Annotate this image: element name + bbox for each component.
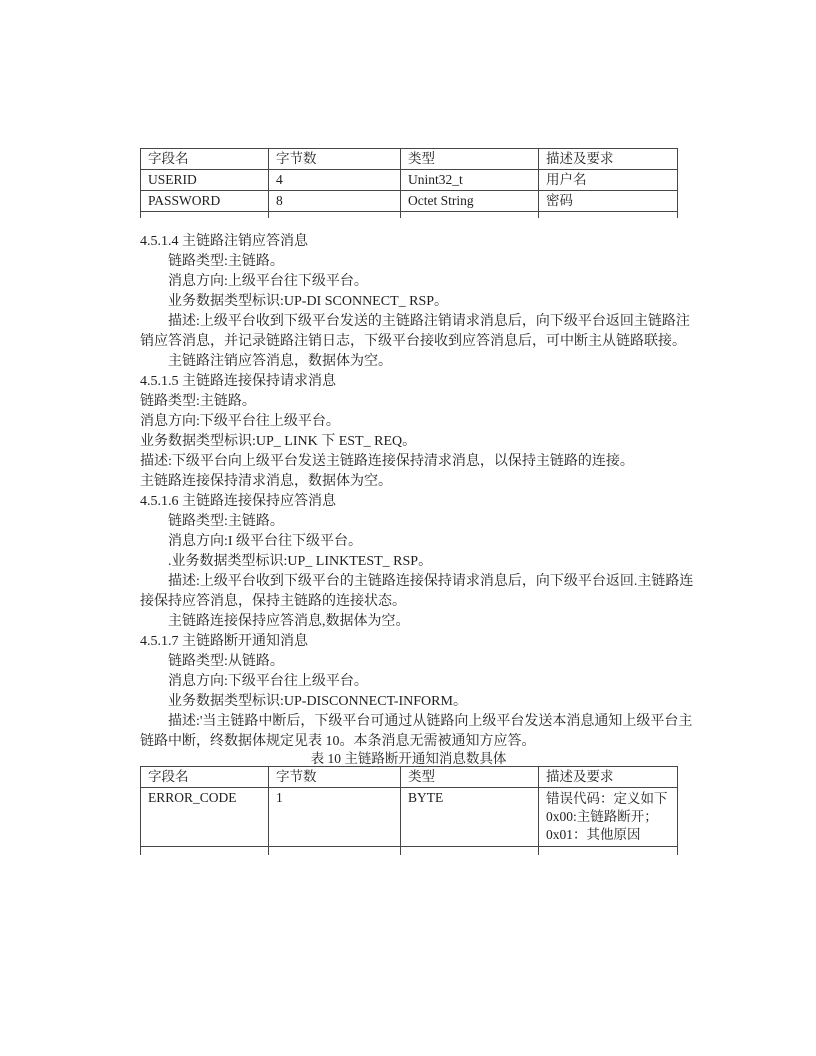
cell-description: 用户名 [539, 170, 678, 191]
body-line: 接保持应答消息，保持主链路的连接状态。 [140, 594, 406, 609]
cell-byte-count: 8 [269, 191, 401, 212]
table-header-row [141, 767, 678, 788]
column-header-byte-count: 字节数 [269, 767, 401, 788]
body-line: 业务数据类型标识:UP-DISCONNECT-INFORM。 [168, 694, 467, 709]
column-header-type: 类型 [401, 149, 539, 170]
body-line: 消息方向:I 级平台往下级平台。 [168, 534, 363, 549]
body-line: 链路类型:主链路。 [168, 254, 284, 269]
cell-type: Unint32_t [401, 170, 539, 191]
table-continuation-stub [141, 847, 678, 856]
column-header-field-name: 字段名 [141, 767, 269, 788]
body-line: 描述:上级平台收到下级平台发送的主链路注销请求消息后，向下级平台返回主链路注 [168, 314, 690, 329]
table-row [141, 191, 678, 212]
body-line: 链路类型:主链路。 [140, 394, 256, 409]
table10-caption: 表 10 主链路断开通知消息数具体 [310, 751, 507, 766]
disconnect-inform-table [140, 766, 678, 855]
description-line: 0x01：其他原因 [546, 827, 641, 842]
column-header-description: 描述及要求 [539, 767, 678, 788]
description-line: 0x00:主链路断开； [546, 809, 658, 824]
section-heading-4515: 4.5.1.5 主链路连接保持请求消息 [140, 374, 336, 389]
column-header-description: 描述及要求 [539, 149, 678, 170]
cell-byte-count: 1 [269, 788, 401, 847]
table-header-row [141, 149, 678, 170]
body-line: 消息方向:下级平台往上级平台。 [168, 674, 368, 689]
cell-type: BYTE [401, 788, 539, 847]
body-line: .业务数据类型标识:UP_ LINKTEST_ RSP。 [168, 554, 433, 569]
section-heading-4517: 4.5.1.7 主链路断开通知消息 [140, 634, 308, 649]
cell-byte-count: 4 [269, 170, 401, 191]
body-line: 业务数据类型标识:UP_ LINK 下 EST_ REQ。 [140, 434, 417, 449]
body-line: 消息方向:下级平台往上级平台。 [140, 414, 340, 429]
body-line: 主链路连接保持清求消息，数据体为空。 [140, 474, 392, 489]
document-content [140, 148, 694, 855]
body-line: 描述:下级平台向上级平台发送主链路连接保持清求消息，以保持主链路的连接。 [140, 454, 634, 469]
body-line: 描述:上级平台收到下级平台的主链路连接保持请求消息后，向下级平台返回.主链路连 [168, 574, 694, 589]
column-header-type: 类型 [401, 767, 539, 788]
description-line: 错误代码：定义如下 [546, 791, 668, 806]
body-line: 链路类型:从链路。 [168, 654, 284, 669]
cell-field-name: PASSWORD [141, 191, 269, 212]
column-header-field-name: 字段名 [141, 149, 269, 170]
cell-description: 密码 [539, 191, 678, 212]
body-line: 链路类型:主链路。 [168, 514, 284, 529]
body-line: 消息方向:上级平台往下级平台。 [168, 274, 368, 289]
table-row [141, 170, 678, 191]
body-line: 销应答消息，并记录链路注销日志，下级平台接收到应答消息后，可中断主从链路联接。 [140, 334, 686, 349]
body-line: 主链路连接保持应答消息,数据体为空。 [168, 614, 410, 629]
body-line: 链路中断，终数据体规定见表 10。本条消息无需被通知方应答。 [140, 734, 536, 749]
cell-field-name: ERROR_CODE [141, 788, 269, 847]
table-continuation-stub [141, 212, 678, 219]
table-row [141, 788, 678, 847]
cell-description [539, 788, 678, 847]
login-fields-table [140, 148, 678, 218]
body-text [140, 232, 694, 752]
body-line: 描述:'当主链路中断后，下级平台可通过从链路向上级平台发送本消息通知上级平台主 [168, 714, 693, 729]
section-heading-4514: 4.5.1.4 主链路注销应答消息 [140, 234, 308, 249]
body-line: 业务数据类型标识:UP-DI SCONNECT_ RSP。 [168, 294, 449, 309]
section-heading-4516: 4.5.1.6 主链路连接保持应答消息 [140, 494, 336, 509]
cell-type: Octet String [401, 191, 539, 212]
cell-field-name: USERID [141, 170, 269, 191]
body-line: 主链路注销应答消息，数据体为空。 [168, 354, 392, 369]
column-header-byte-count: 字节数 [269, 149, 401, 170]
